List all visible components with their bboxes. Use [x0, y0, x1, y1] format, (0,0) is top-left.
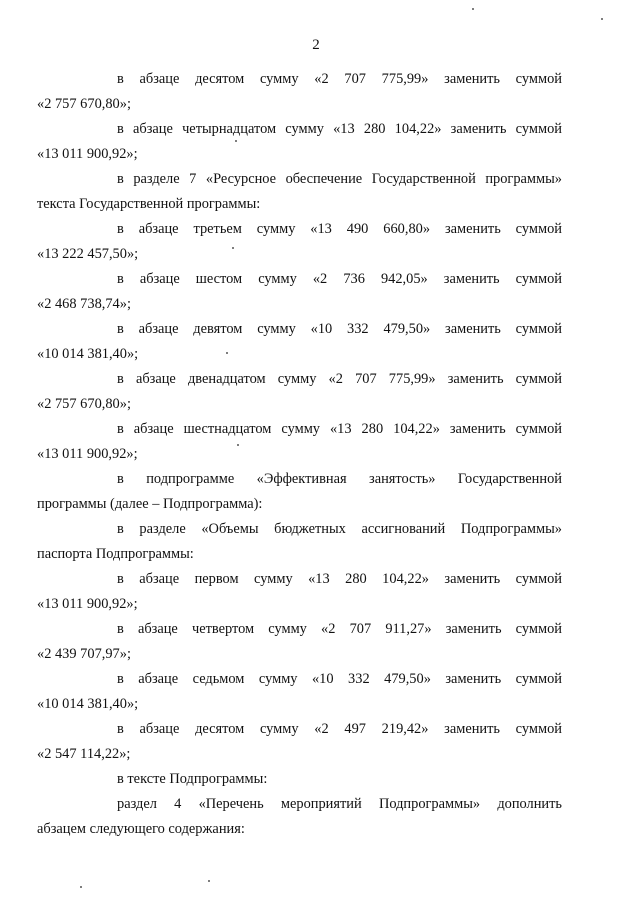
paragraph-line: «2 439 707,97»;: [37, 646, 131, 662]
final-paragraph: [37, 792, 562, 842]
paragraph-line: «13 011 900,92»;: [37, 446, 138, 462]
paragraph-line: программы (далее – Подпрограмма):: [37, 496, 263, 512]
paragraph-line: «10 014 381,40»;: [37, 346, 139, 362]
paragraph-line: «2 757 670,80»;: [37, 396, 131, 412]
paragraph-line: в абзаце шестом сумму «2 736 942,05» заменить суммой: [117, 271, 562, 287]
paragraph-line: раздел 4 «Перечень мероприятий Подпрограммы» дополнить: [117, 796, 562, 812]
amendment-paragraph: [37, 317, 562, 367]
paragraph-line: в разделе «Объемы бюджетных ассигнований Подпрограммы»: [117, 521, 562, 537]
scan-speck: [226, 352, 228, 354]
paragraph-line: «10 014 381,40»;: [37, 696, 139, 712]
paragraph-line: в абзаце двенадцатом сумму «2 707 775,99» заменить суммой: [117, 371, 562, 387]
amendment-paragraph: [37, 567, 562, 617]
amendment-paragraph: [37, 67, 562, 117]
scan-speck: [232, 247, 234, 249]
amendment-paragraph: [37, 367, 562, 417]
paragraph-line: текста Государственной программы:: [37, 196, 261, 212]
amendment-paragraph: [37, 267, 562, 317]
amendment-paragraph: [37, 717, 562, 767]
paragraph-line: абзацем следующего содержания:: [37, 821, 245, 837]
paragraph-line: «2 757 670,80»;: [37, 96, 131, 112]
scan-speck: [601, 18, 603, 20]
page-number: 2: [312, 37, 320, 53]
scan-speck: [237, 444, 239, 446]
paragraph-line: в абзаце девятом сумму «10 332 479,50» заменить суммой: [117, 321, 562, 337]
paragraph-line: в разделе 7 «Ресурсное обеспечение Государственной программы»: [117, 171, 562, 187]
amendment-paragraph: [37, 617, 562, 667]
paragraph-line: в абзаце десятом сумму «2 497 219,42» заменить суммой: [117, 721, 562, 737]
scan-speck: [208, 880, 210, 882]
paragraph-line: в абзаце третьем сумму «13 490 660,80» заменить суммой: [117, 221, 562, 237]
amendment-paragraph: [37, 467, 562, 517]
paragraph-line: «13 222 457,50»;: [37, 246, 139, 262]
paragraph-line: в абзаце шестнадцатом сумму «13 280 104,22» заменить суммой: [117, 421, 562, 437]
amendment-paragraph: [37, 417, 562, 467]
scan-speck: [80, 886, 82, 888]
amendment-paragraph: [37, 217, 562, 267]
paragraph-line: «13 011 900,92»;: [37, 596, 138, 612]
paragraph-line: в подпрограмме «Эффективная занятость» Государственной: [117, 471, 562, 487]
amendment-paragraph: [37, 517, 562, 567]
paragraph-line: в абзаце четвертом сумму «2 707 911,27» заменить суммой: [117, 621, 562, 637]
scan-speck: [235, 140, 237, 142]
amendment-paragraph: [37, 667, 562, 717]
paragraph-line: «13 011 900,92»;: [37, 146, 138, 162]
paragraph-line: в абзаце седьмом сумму «10 332 479,50» заменить суммой: [117, 671, 562, 687]
paragraph-line: в абзаце первом сумму «13 280 104,22» заменить суммой: [117, 571, 562, 587]
scan-speck: [472, 8, 474, 10]
document-body: [37, 67, 562, 842]
paragraph-line: в абзаце четырнадцатом сумму «13 280 104,22» заменить суммой: [117, 121, 562, 137]
paragraph-line: паспорта Подпрограммы:: [37, 546, 194, 562]
paragraph-line: «2 547 114,22»;: [37, 746, 131, 762]
amendment-paragraph: [37, 167, 562, 217]
paragraph-line: «2 468 738,74»;: [37, 296, 131, 312]
paragraph-line: в абзаце десятом сумму «2 707 775,99» заменить суммой: [117, 71, 562, 87]
subprogram-text-heading: в тексте Подпрограммы:: [117, 771, 268, 787]
amendment-paragraph: [37, 117, 562, 167]
